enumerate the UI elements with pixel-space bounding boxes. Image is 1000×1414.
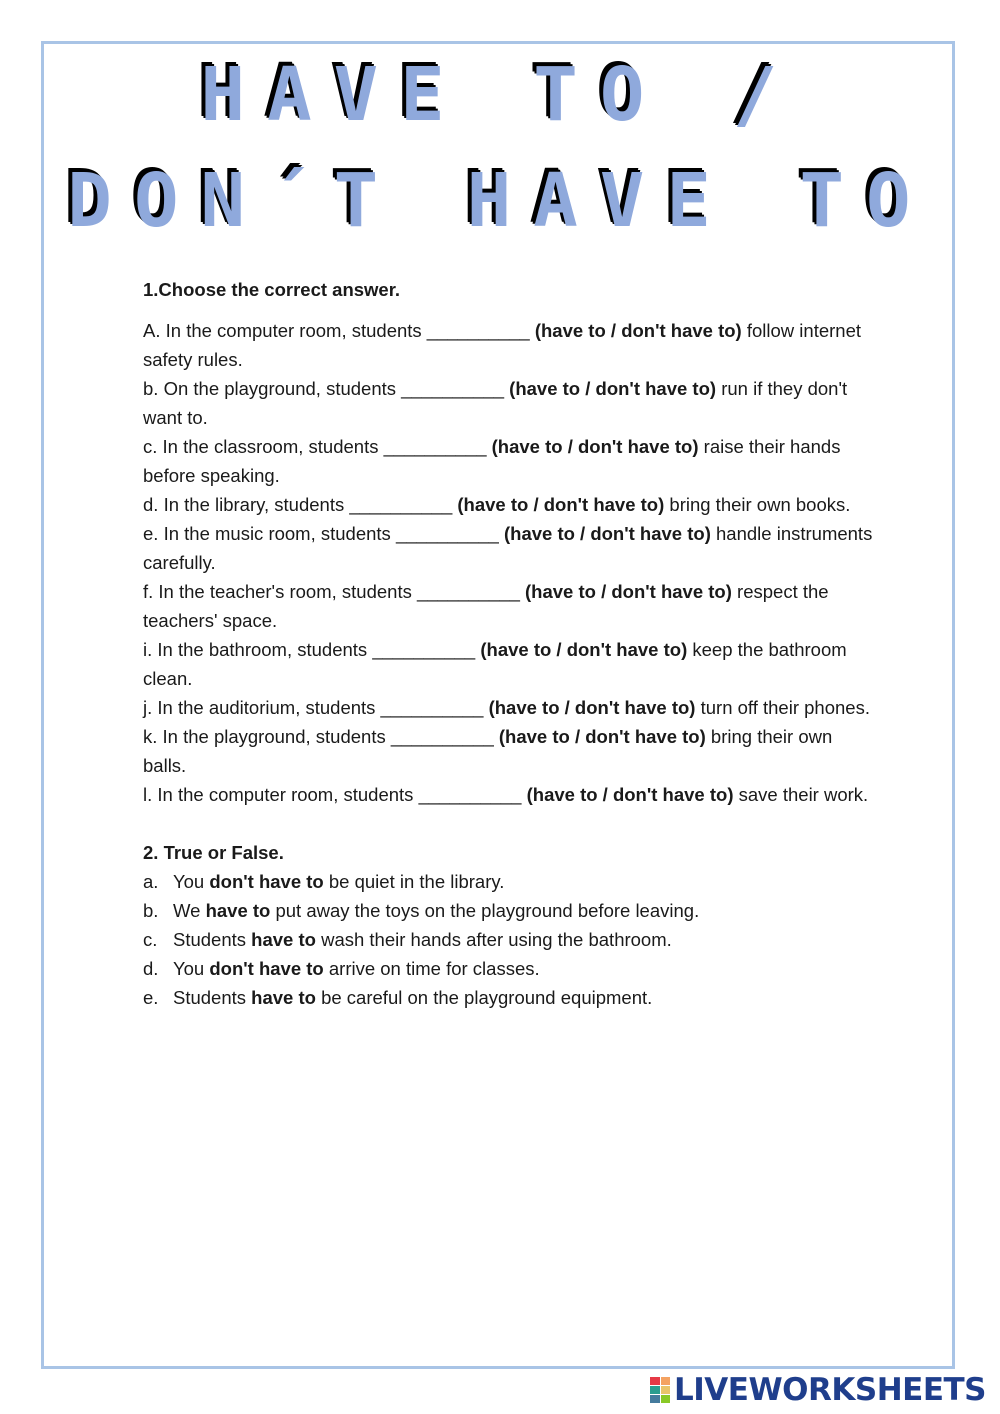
liveworksheets-logo-text: LIVEWORKSHEETS <box>674 1372 986 1408</box>
worksheet-content <box>143 275 873 1012</box>
question-end: follow internet safety rules. <box>143 320 862 370</box>
question-item <box>143 693 873 722</box>
question-end: keep the bathroom clean. <box>143 639 847 689</box>
statement-item <box>143 867 873 896</box>
question-end: run if they don't want to. <box>143 378 848 428</box>
question-end: turn off their phones. <box>695 697 870 718</box>
answer-options: (have to / don't have to) <box>498 726 706 747</box>
question-stem: f. In the teacher's room, students __________ <box>143 581 526 602</box>
title-line-1: HAVE TO / <box>200 52 800 138</box>
statement-start: You <box>173 871 210 892</box>
answer-options: (have to / don't have to) <box>491 436 699 457</box>
question-item <box>143 432 873 490</box>
question-item <box>143 316 873 374</box>
answer-options: (have to / don't have to) <box>457 494 665 515</box>
liveworksheets-logo-icon <box>650 1377 670 1403</box>
statement-marker: e. <box>143 987 159 1008</box>
section-2-heading: 2. True or False. <box>143 842 284 863</box>
statement-end: arrive on time for classes. <box>323 958 540 979</box>
section-1-questions <box>143 316 873 809</box>
statement-start: Students <box>173 987 252 1008</box>
statement-end: be careful on the playground equipment. <box>315 987 653 1008</box>
statement-marker: a. <box>143 871 159 892</box>
statement-marker: c. <box>143 929 158 950</box>
statement-start: We <box>173 900 206 921</box>
statement-modal: have to <box>251 987 316 1008</box>
statement-modal: have to <box>205 900 271 921</box>
question-item <box>143 780 873 809</box>
statement-item <box>143 954 873 983</box>
question-stem: k. In the playground, students __________ <box>143 726 499 747</box>
question-item <box>143 722 873 780</box>
question-end: bring their own balls. <box>143 726 833 776</box>
question-end: bring their own books. <box>664 494 851 515</box>
question-end: respect the teachers' space. <box>143 581 829 631</box>
statement-end: put away the toys on the playground before leaving. <box>270 900 700 921</box>
statement-marker: b. <box>143 900 159 921</box>
answer-options: (have to / don't have to) <box>525 581 732 602</box>
statement-marker: d. <box>143 958 159 979</box>
question-stem: b. On the playground, students __________ <box>143 378 510 399</box>
question-end: handle instruments carefully. <box>143 523 873 573</box>
answer-options: (have to / don't have to) <box>526 784 734 805</box>
section-1-heading: 1.Choose the correct answer. <box>143 279 401 300</box>
liveworksheets-logo <box>650 1372 986 1408</box>
answer-options: (have to / don't have to) <box>503 523 711 544</box>
question-stem: l. In the computer room, students __________ <box>143 784 527 805</box>
question-end: raise their hands before speaking. <box>143 436 841 486</box>
question-stem: i. In the bathroom, students __________ <box>143 639 481 660</box>
question-item <box>143 519 873 577</box>
statement-item <box>143 925 873 954</box>
question-stem: c. In the classroom, students __________ <box>143 436 492 457</box>
statement-end: be quiet in the library. <box>323 871 505 892</box>
question-item <box>143 490 873 519</box>
answer-options: (have to / don't have to) <box>488 697 696 718</box>
question-item <box>143 374 873 432</box>
question-item <box>143 577 873 635</box>
statement-item <box>143 983 873 1012</box>
statement-start: You <box>173 958 210 979</box>
statement-end: wash their hands after using the bathroom. <box>315 929 672 950</box>
section-2-statements <box>143 867 873 1012</box>
question-end: save their work. <box>733 784 869 805</box>
statement-item <box>143 896 873 925</box>
question-stem: d. In the library, students __________ <box>143 494 458 515</box>
question-stem: e. In the music room, students __________ <box>143 523 504 544</box>
question-item <box>143 635 873 693</box>
answer-options: (have to / don't have to) <box>534 320 742 341</box>
title-line-2: DON´T HAVE TO <box>67 158 933 244</box>
question-stem: j. In the auditorium, students __________ <box>143 697 489 718</box>
statement-modal: have to <box>251 929 316 950</box>
statement-modal: don't have to <box>209 871 324 892</box>
answer-options: (have to / don't have to) <box>509 378 717 399</box>
question-stem: A. In the computer room, students __________ <box>143 320 535 341</box>
statement-modal: don't have to <box>209 958 324 979</box>
answer-options: (have to / don't have to) <box>480 639 688 660</box>
statement-start: Students <box>173 929 252 950</box>
